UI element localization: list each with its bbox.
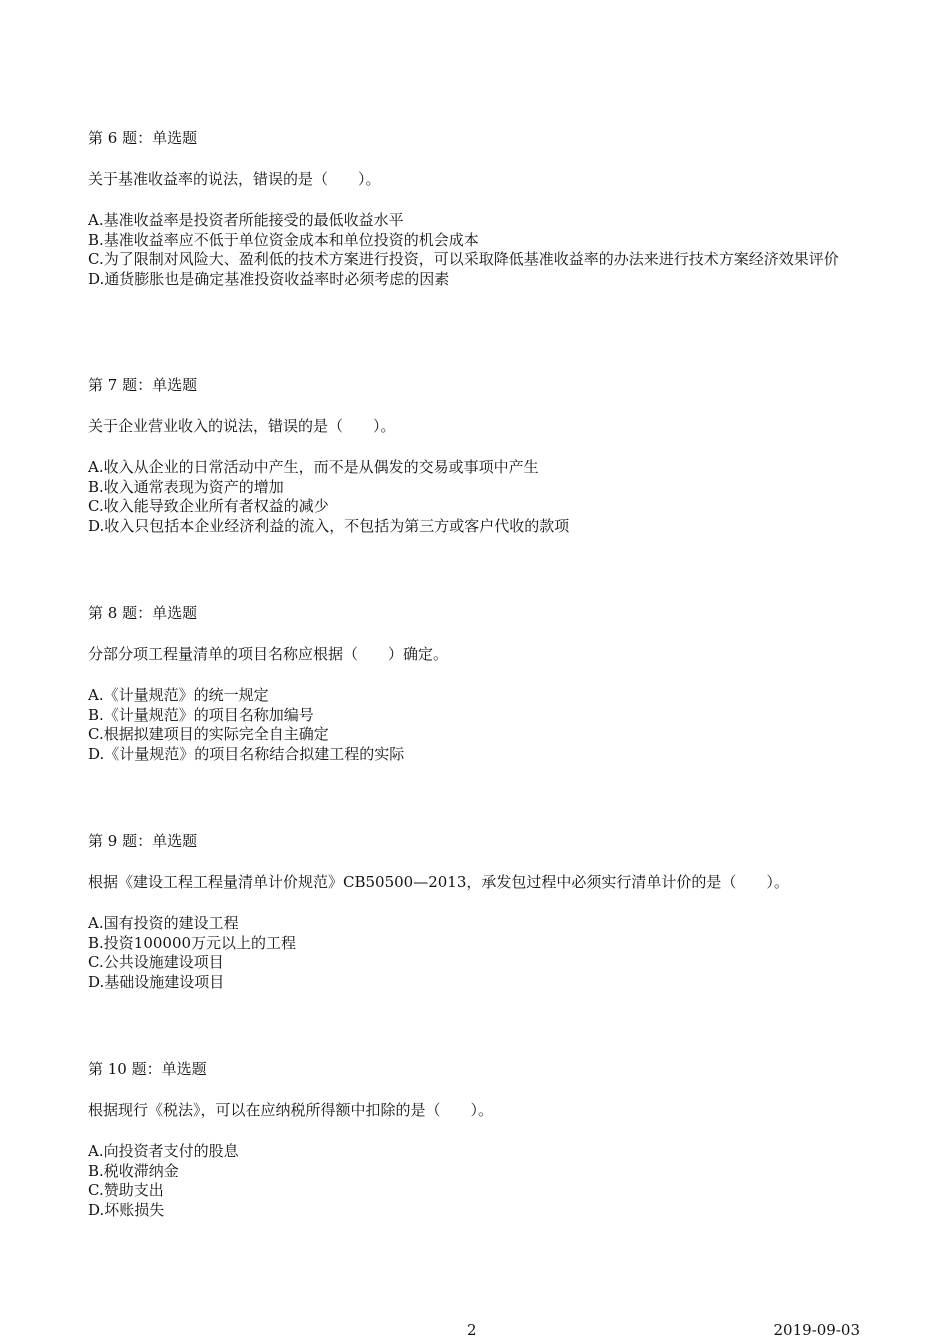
question-header: 第 6 题：单选题	[88, 129, 198, 147]
question-header: 第 7 题：单选题	[88, 376, 198, 394]
option-list	[88, 1142, 868, 1220]
option-b: B.投资100000万元以上的工程	[88, 933, 297, 952]
option-a: A.《计量规范》的统一规定	[88, 686, 269, 704]
option-c: C.赞助支出	[88, 1181, 164, 1199]
option-list	[88, 686, 868, 764]
option-c: C.公共设施建设项目	[88, 953, 224, 971]
question-stem: 分部分项工程量清单的项目名称应根据（ ）确定。	[88, 645, 449, 663]
option-b: B.基准收益率应不低于单位资金成本和单位投资的机会成本	[88, 230, 479, 249]
footer-date: 2019-09-03	[773, 1321, 860, 1339]
option-c: C.为了限制对风险大、盈利低的技术方案进行投资，可以采取降低基准收益率的办法来进行技术方案经济效果评价	[88, 250, 839, 268]
option-list	[88, 211, 868, 289]
question-stem: 关于基准收益率的说法，错误的是（ ）。	[88, 170, 381, 188]
question-header: 第 9 题：单选题	[88, 832, 198, 850]
option-list	[88, 458, 868, 536]
question-stem: 根据《建设工程工程量清单计价规范》CB50500—2013，承发包过程中必须实行清单计价的是（ ）。	[88, 873, 789, 891]
question-stem: 关于企业营业收入的说法，错误的是（ ）。	[88, 417, 396, 435]
option-d: D.基础设施建设项目	[88, 972, 225, 991]
option-d: D.《计量规范》的项目名称结合拟建工程的实际	[88, 744, 405, 763]
option-b: B.《计量规范》的项目名称加编号	[88, 705, 314, 724]
option-a: A.基准收益率是投资者所能接受的最低收益水平	[88, 211, 404, 229]
option-d: D.坏账损失	[88, 1200, 165, 1219]
option-d: D.收入只包括本企业经济利益的流入，不包括为第三方或客户代收的款项	[88, 516, 570, 535]
question-stem: 根据现行《税法》，可以在应纳税所得额中扣除的是（ ）。	[88, 1101, 494, 1119]
option-c: C.收入能导致企业所有者权益的减少	[88, 497, 329, 515]
question-header: 第 10 题：单选题	[88, 1060, 207, 1078]
question-header: 第 8 题：单选题	[88, 604, 198, 622]
option-a: A.收入从企业的日常活动中产生，而不是从偶发的交易或事项中产生	[88, 458, 539, 476]
option-a: A.国有投资的建设工程	[88, 914, 239, 932]
option-d: D.通货膨胀也是确定基准投资收益率时必须考虑的因素	[88, 269, 450, 288]
option-list	[88, 914, 868, 992]
option-a: A.向投资者支付的股息	[88, 1142, 239, 1160]
page-number: 2	[467, 1321, 477, 1339]
option-c: C.根据拟建项目的实际完全自主确定	[88, 725, 329, 743]
option-b: B.税收滞纳金	[88, 1161, 179, 1180]
option-b: B.收入通常表现为资产的增加	[88, 477, 284, 496]
